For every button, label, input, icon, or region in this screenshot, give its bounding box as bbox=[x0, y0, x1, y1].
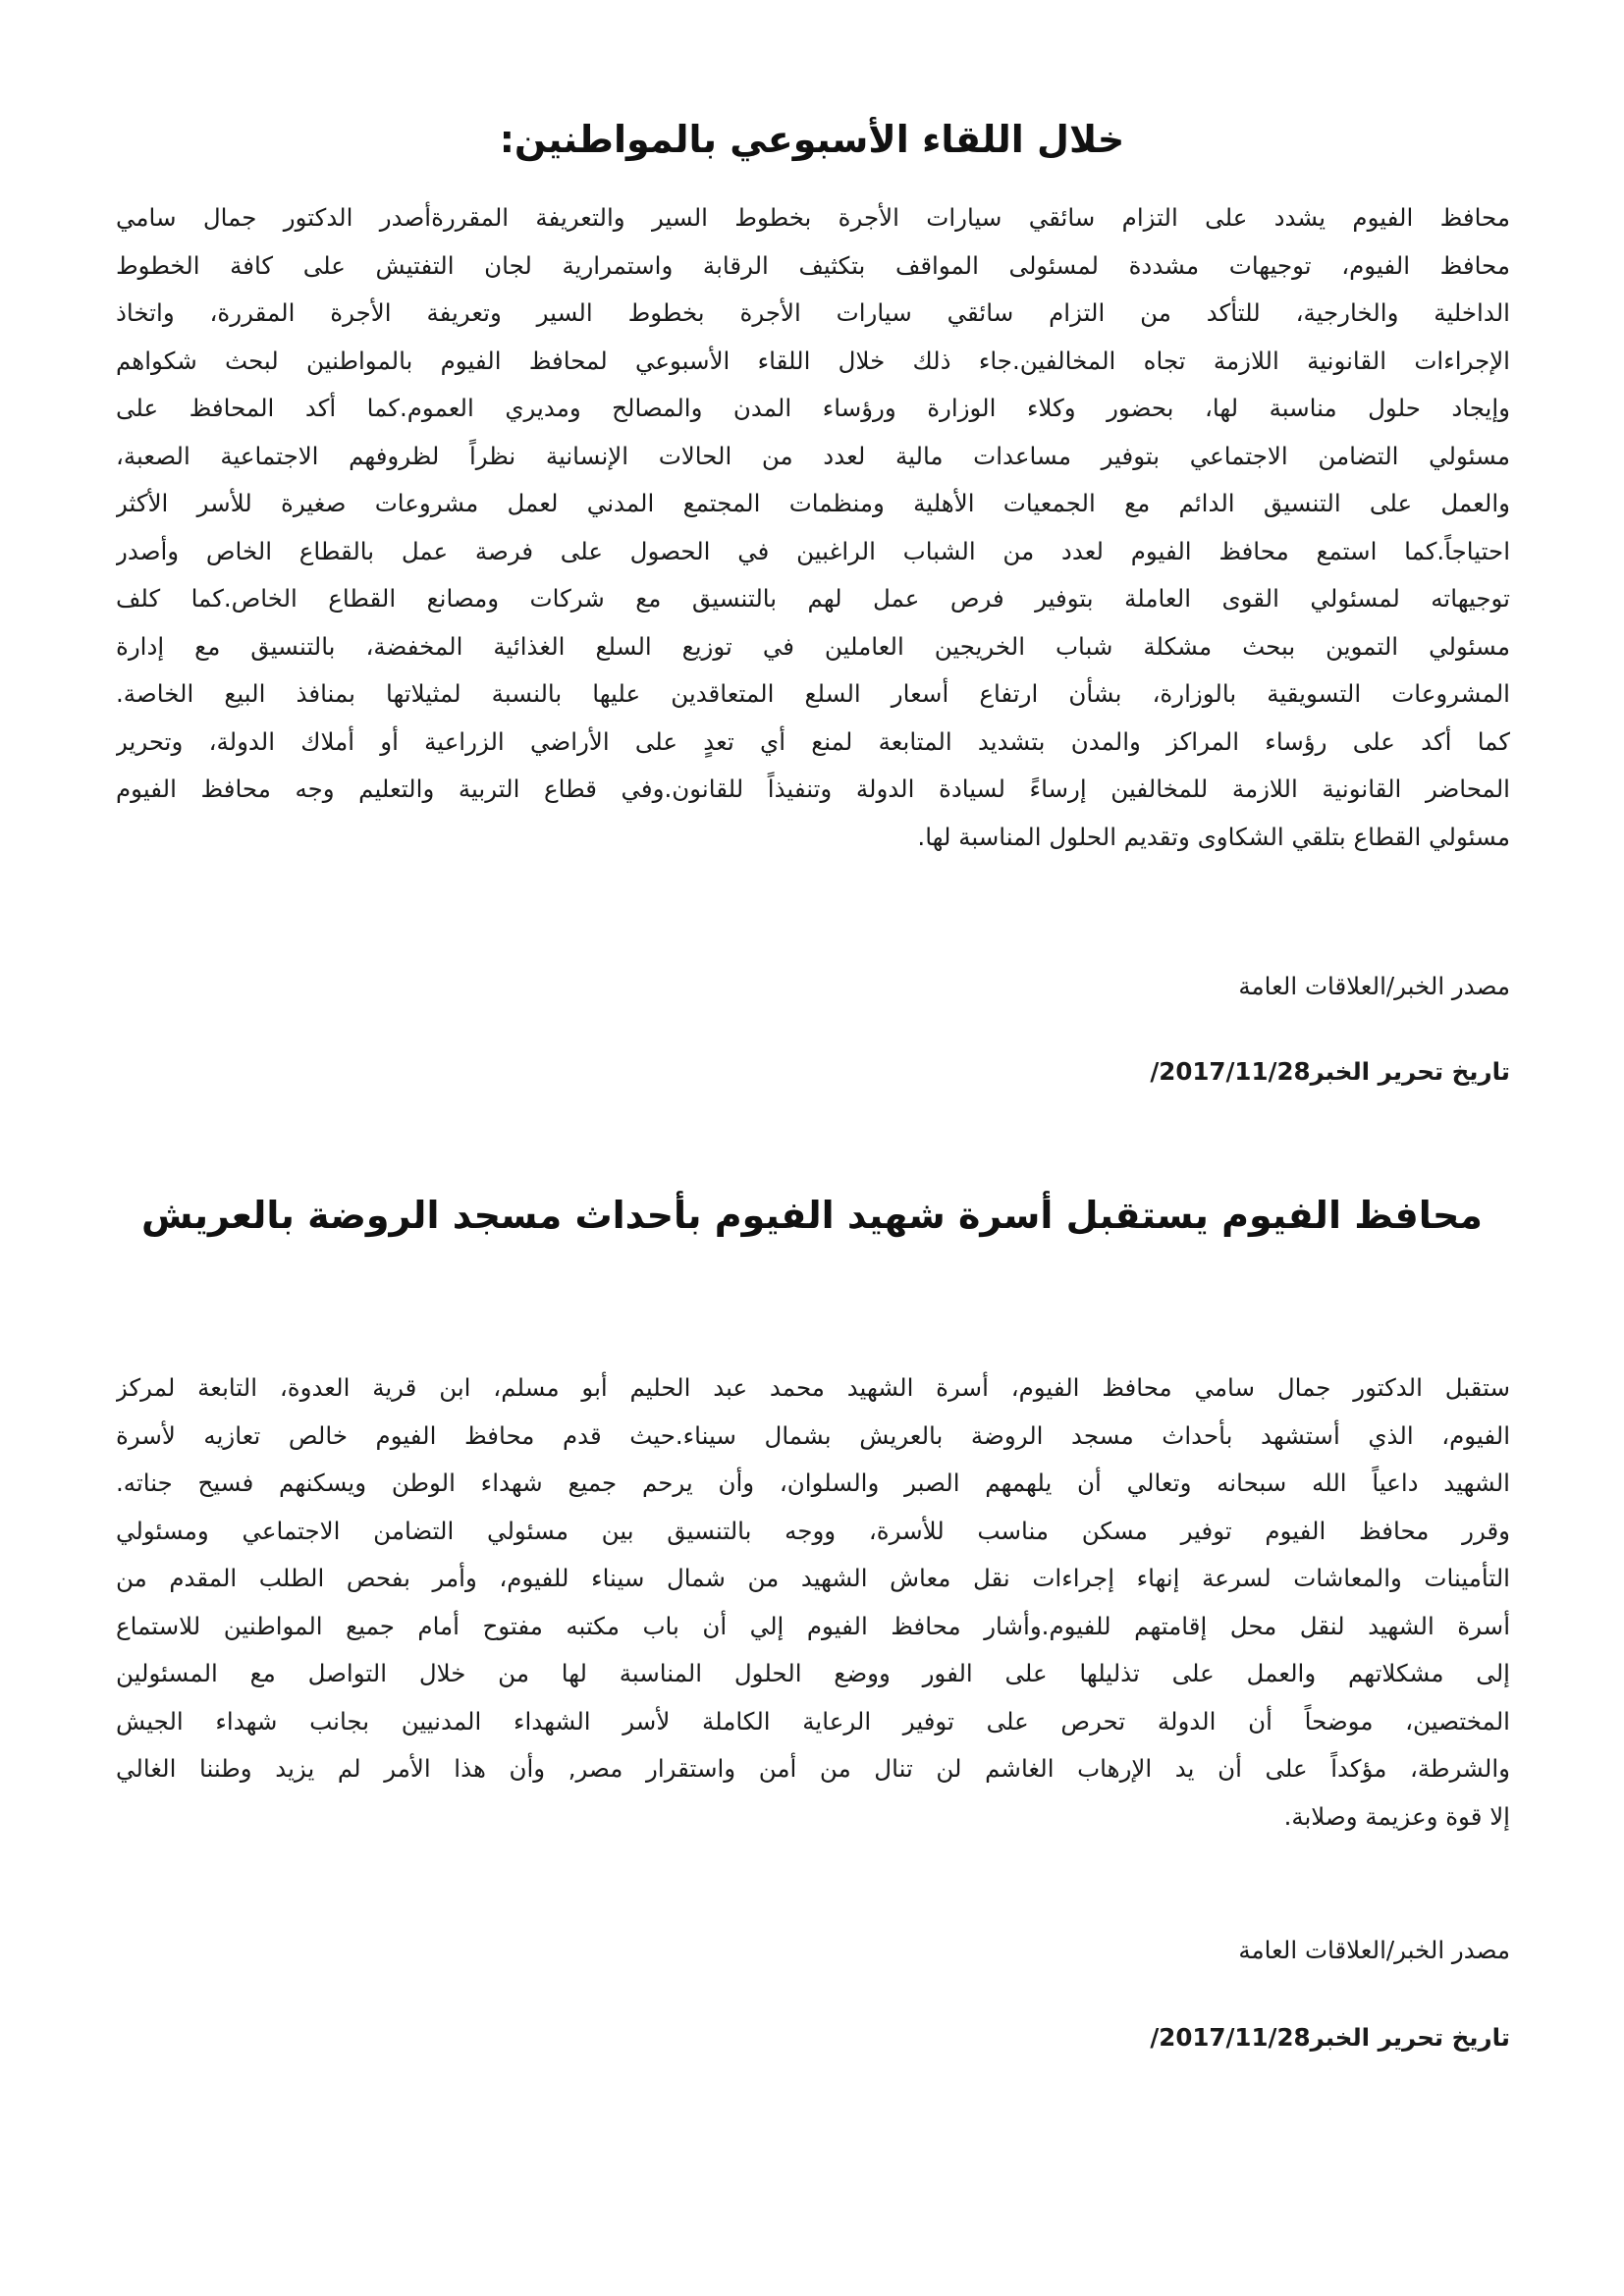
article-2-line: إلا قوة وعزيمة وصلابة. bbox=[1283, 1801, 1510, 1831]
article-1-title: خلال اللقاء الأسبوعي بالمواطنين: bbox=[499, 118, 1125, 161]
article-1-line: احتياجاً.كما استمع محافظ الفيوم لعدد من الشباب الراغبين في الحصول على فرصة عمل بالقطاع الخاص وأصدر bbox=[116, 536, 1510, 565]
article-2-date: تاريخ تحرير الخبر2017/11/28/ bbox=[1150, 2023, 1510, 2052]
article-2-line: ستقبل الدكتور جمال سامي محافظ الفيوم، أسرة الشهيد محمد عبد الحليم أبو مسلم، ابن قرية العدوة، التابعة لمركز bbox=[116, 1373, 1510, 1402]
article-2-line: والشرطة، مؤكداً على أن يد الإرهاب الغاشم لن تنال من أمن واستقرار مصر, وأن هذا الأمر لم يزيد وطننا الغالي bbox=[116, 1754, 1510, 1783]
article-2-body bbox=[116, 1364, 1510, 1841]
article-2-line: أسرة الشهيد لنقل محل إقامتهم للفيوم.وأشار محافظ الفيوم إلي أن باب مكتبه مفتوح أمام جميع المواطنين للاستماع bbox=[116, 1611, 1510, 1640]
article-2-line: وقرر محافظ الفيوم توفير مسكن مناسب للأسرة، ووجه بالتنسيق بين مسئولي التضامن الاجتماعي ومسئولي bbox=[116, 1516, 1510, 1545]
article-1-line: محافظ الفيوم يشدد على التزام سائقي سيارات الأجرة بخطوط السير والتعريفة المقررةأصدر الدكتور جمال سامي bbox=[116, 203, 1510, 232]
article-2-line: إلى مشكلاتهم والعمل على تذليلها على الفور ووضع الحلول المناسبة لها من خلال التواصل مع المسئولين bbox=[116, 1659, 1510, 1687]
article-1-line: الداخلية والخارجية، للتأكد من التزام سائقي سيارات الأجرة بخطوط السير وتعريفة الأجرة المقررة، واتخاذ bbox=[116, 298, 1510, 327]
article-2-line: الشهيد داعياً الله سبحانه وتعالي أن يلهمهم الصبر والسلوان، وأن يرحم جميع شهداء الوطن ويسكنهم فسيح جناته. bbox=[116, 1468, 1510, 1497]
article-1-line: توجيهاته لمسئولي القوى العاملة بتوفير فرص عمل لهم بالتنسيق مع شركات ومصانع القطاع الخاص.كما كلف bbox=[116, 584, 1510, 613]
article-2-title: محافظ الفيوم يستقبل أسرة شهيد الفيوم بأحداث مسجد الروضة بالعريش bbox=[141, 1194, 1483, 1237]
article-1-line: مسئولي التضامن الاجتماعي بتوفير مساعدات مالية لعدد من الحالات الإنسانية نظراً لظروفهم الاجتماعية الصعبة، bbox=[116, 441, 1510, 470]
article-1-line: مسئولي القطاع بتلقي الشكاوى وتقديم الحلول المناسبة لها. bbox=[917, 822, 1510, 851]
article-1-line: محافظ الفيوم، توجيهات مشددة لمسئولى المواقف بتكثيف الرقابة واستمرارية لجان التفتيش على كافة الخطوط bbox=[116, 250, 1510, 280]
article-1-line: وإيجاد حلول مناسبة لها، بحضور وكلاء الوزارة ورؤساء المدن والمصالح ومديري العموم.كما أكد المحافظ على bbox=[116, 394, 1510, 422]
article-2-line: التأمينات والمعاشات لسرعة إنهاء إجراءات نقل معاش الشهيد من شمال سيناء للفيوم، وأمر بفحص الطلب المقدم من bbox=[116, 1564, 1510, 1592]
article-2-line: الفيوم، الذي أستشهد بأحداث مسجد الروضة بالعريش بشمال سيناء.حيث قدم محافظ الفيوم خالص تعازيه لأسرة bbox=[116, 1420, 1510, 1450]
article-1-line: والعمل على التنسيق الدائم مع الجمعيات الأهلية ومنظمات المجتمع المدني لعمل مشروعات صغيرة للأسر الأكثر bbox=[116, 489, 1510, 517]
article-1-line: كما أكد على رؤساء المراكز والمدن بتشديد المتابعة لمنع أي تعدٍ على الأراضي الزراعية أو أملاك الدولة، وتحرير bbox=[116, 726, 1510, 756]
article-1-line: المحاضر القانونية اللازمة للمخالفين إرساءً لسيادة الدولة وتنفيذاً للقانون.وفي قطاع التربية والتعليم وجه محافظ الفيوم bbox=[116, 774, 1510, 803]
article-2-line: المختصين، موضحاً أن الدولة تحرص على توفير الرعاية الكاملة لأسر الشهداء المدنيين بجانب شهداء الجيش bbox=[116, 1706, 1510, 1735]
article-1-line: الإجراءات القانونية اللازمة تجاه المخالفين.جاء ذلك خلال اللقاء الأسبوعي لمحافظ الفيوم بالمواطنين لبحث شكواهم bbox=[116, 346, 1510, 375]
article-2-source: مصدر الخبر/العلاقات العامة bbox=[1238, 1936, 1510, 1964]
article-1-body bbox=[116, 194, 1510, 861]
article-1-source: مصدر الخبر/العلاقات العامة bbox=[1238, 972, 1510, 1000]
article-1-line: المشروعات التسويقية بالوزارة، بشأن ارتفاع أسعار السلع المتعاقدين عليها بالنسبة لمثيلاتها بمنافذ البيع الخاصة. bbox=[116, 679, 1510, 708]
article-1-line: مسئولي التموين ببحث مشكلة شباب الخريجين العاملين في توزيع السلع الغذائية المخفضة، بالتنسيق مع إدارة bbox=[116, 631, 1510, 661]
article-1-date: تاريخ تحرير الخبر2017/11/28/ bbox=[1150, 1057, 1510, 1086]
